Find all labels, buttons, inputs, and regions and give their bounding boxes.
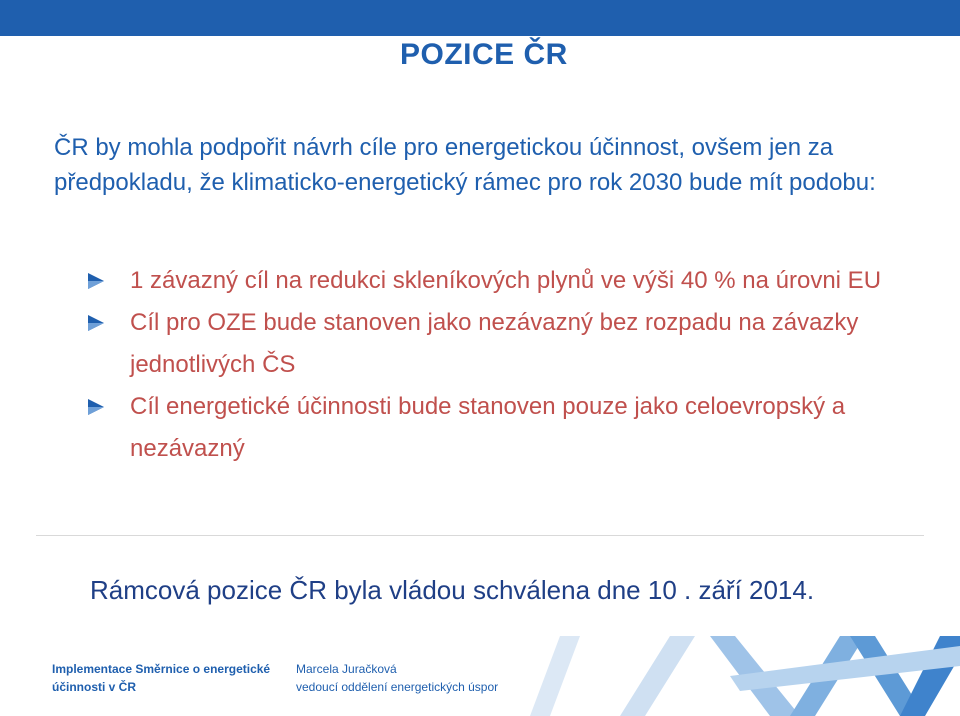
footer-project <box>52 660 292 696</box>
bullet-item <box>86 260 916 302</box>
top-band <box>0 0 960 36</box>
bullet-text: Cíl pro OZE bude stanoven jako nezávazný bez rozpadu na závazky jednotlivých ČS <box>130 309 859 378</box>
footer-author-name: Marcela Juračková <box>296 662 397 676</box>
footer <box>0 636 960 716</box>
bullet-list <box>86 260 916 470</box>
bullet-item <box>86 302 916 386</box>
intro-paragraph: ČR by mohla podpořit návrh cíle pro energetickou účinnost, ovšem jen za předpokladu, že klimaticko-energetický rámec pro rok 2030 bude mít podobu: <box>54 134 876 196</box>
footer-author <box>296 660 556 696</box>
footer-project-line1: Implementace Směrnice o energetické <box>52 662 271 676</box>
arrow-bullet-icon <box>86 397 106 417</box>
arrow-bullet-icon <box>86 313 106 333</box>
bullet-text: Cíl energetické účinnosti bude stanoven pouze jako celoevropský a nezávazný <box>130 393 846 462</box>
bullet-text: 1 závazný cíl na redukci skleníkových plynů ve výši 40 % na úrovni EU <box>130 267 882 294</box>
footer-project-line2: účinnosti v ČR <box>52 680 137 694</box>
slide-title: POZICE ČR <box>400 38 568 71</box>
divider <box>36 535 924 536</box>
conclusion-text: Rámcová pozice ČR byla vládou schválena dne 10 . září 2014. <box>90 575 815 605</box>
arrow-bullet-icon <box>86 271 106 291</box>
bullet-item <box>86 386 916 470</box>
footer-author-role: vedoucí oddělení energetických úspor <box>296 680 499 694</box>
